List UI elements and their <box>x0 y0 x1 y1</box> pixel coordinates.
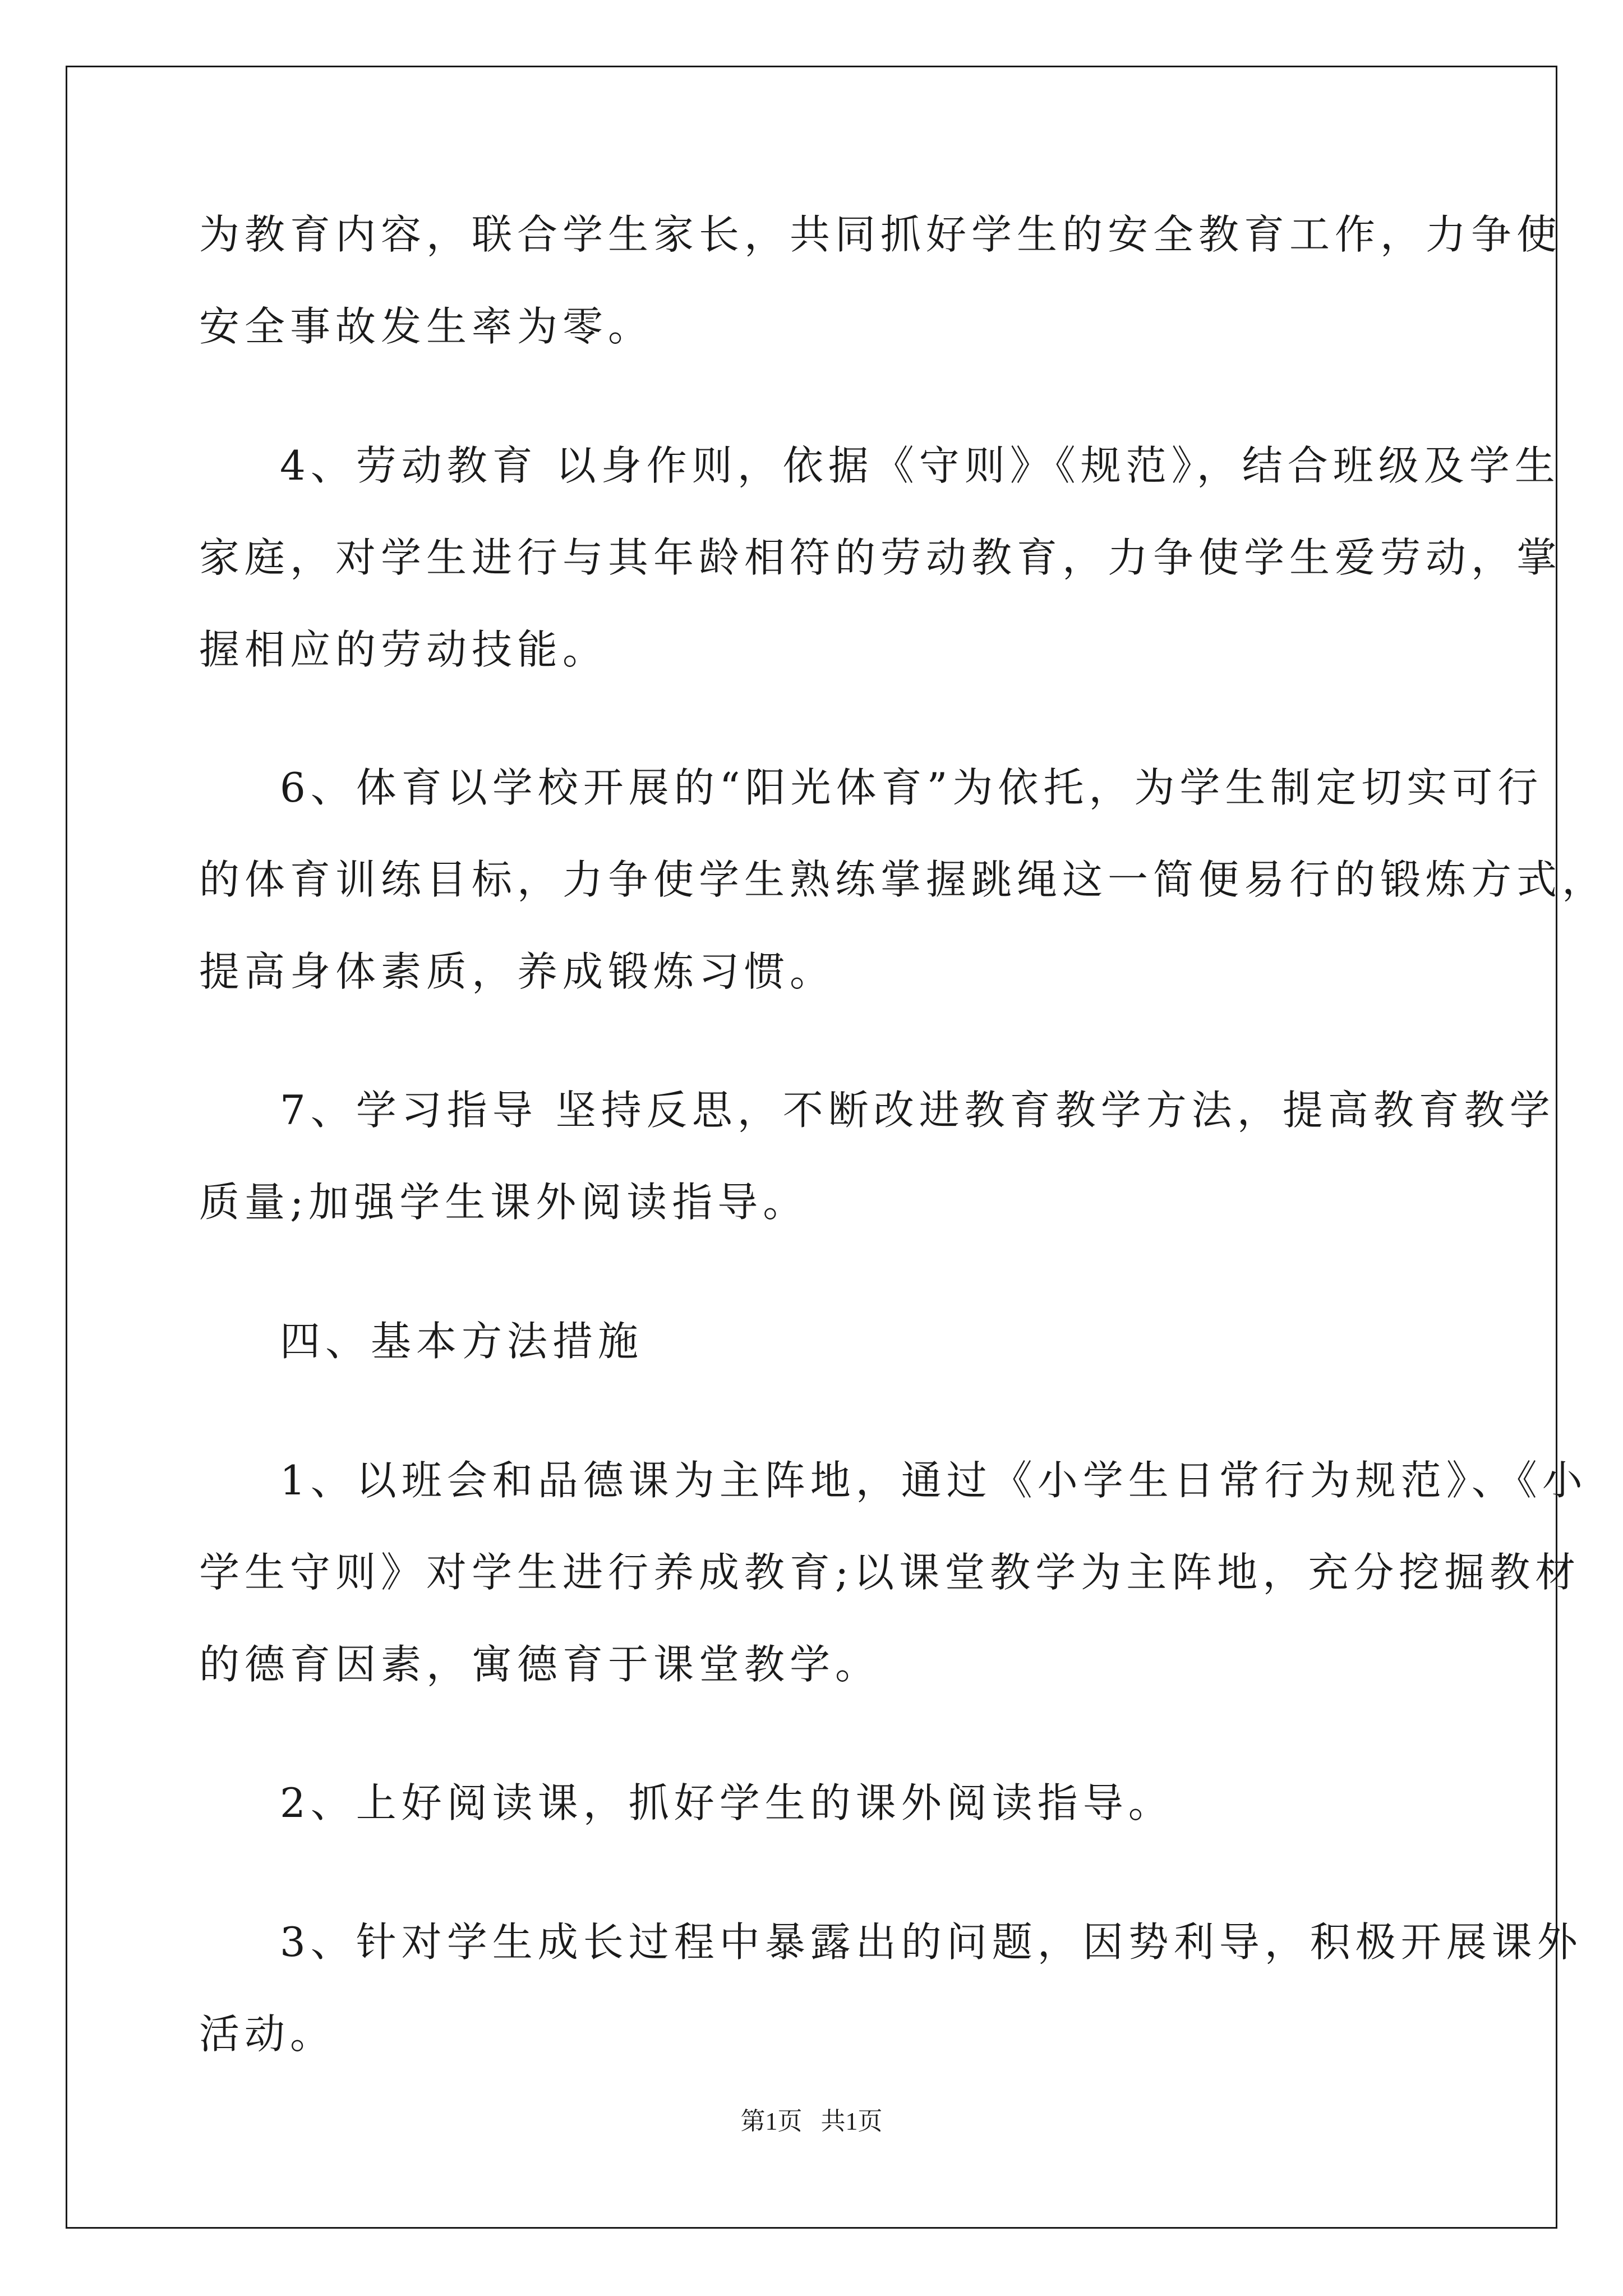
page-number-footer: 第1页 共1页 <box>740 2108 883 2135</box>
paragraph-line: 1、以班会和品德课为主阵地，通过《小学生日常行为规范》、《小 <box>280 1457 1588 1504</box>
paragraph-line: 为教育内容，联合学生家长，共同抓好学生的安全教育工作，力争使 <box>199 211 1562 258</box>
paragraph-line: 4、劳动教育 以身作则，依据《守则》《规范》，结合班级及学生 <box>280 442 1560 489</box>
paragraph-line: 的德育因素，寓德育于课堂教学。 <box>199 1641 881 1688</box>
paragraph-line: 握相应的劳动技能。 <box>199 626 608 673</box>
paragraph-line: 活动。 <box>199 2010 336 2058</box>
paragraph-line: 6、体育以学校开展的“阳光体育”为依托，为学生制定切实可行 <box>280 764 1543 811</box>
paragraph-line: 家庭，对学生进行与其年龄相符的劳动教育，力争使学生爱劳动，掌 <box>199 534 1562 581</box>
section-heading: 四、基本方法措施 <box>280 1318 644 1365</box>
paragraph-line: 质量;加强学生课外阅读指导。 <box>199 1179 809 1226</box>
page-border <box>66 66 1557 2229</box>
paragraph-line: 提高身体素质，养成锻炼习惯。 <box>199 948 836 995</box>
paragraph-line: 2、上好阅读课，抓好学生的课外阅读指导。 <box>280 1779 1174 1826</box>
paragraph-line: 学生守则》对学生进行养成教育;以课堂教学为主阵地，充分挖掘教材 <box>199 1549 1581 1596</box>
paragraph-line: 的体育训练目标，力争使学生熟练掌握跳绳这一简便易行的锻炼方式， <box>199 856 1608 903</box>
paragraph-line: 7、学习指导 坚持反思，不断改进教育教学方法，提高教育教学 <box>280 1087 1555 1134</box>
paragraph-line: 3、针对学生成长过程中暴露出的问题，因势利导，积极开展课外 <box>280 1918 1583 1966</box>
paragraph-line: 安全事故发生率为零。 <box>199 303 654 350</box>
